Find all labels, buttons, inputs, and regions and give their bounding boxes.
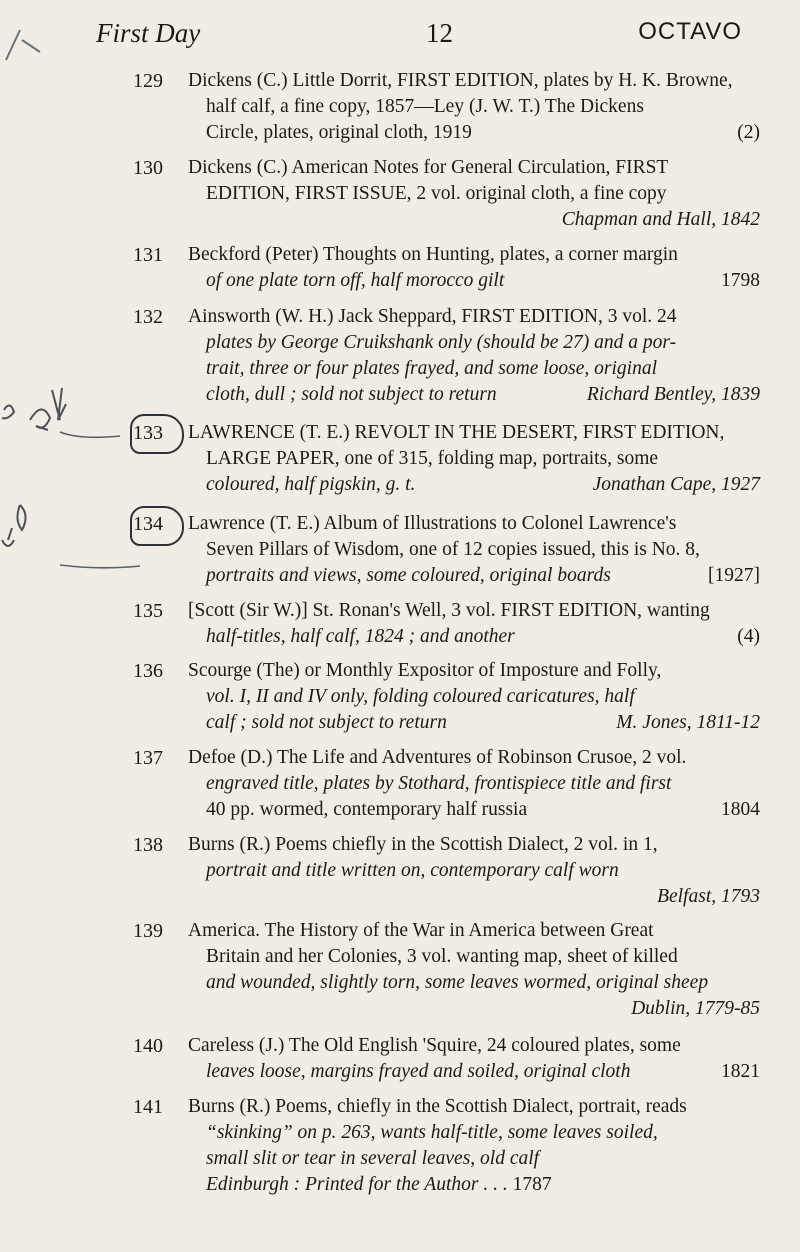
lot-line: plates by George Cruikshank only (should be 27) and a por- [206,332,677,353]
lot-number: 129 [133,70,163,92]
lot-line: Dickens (C.) American Notes for General Circulation, FIRST [188,157,669,178]
lot-number: 140 [133,1035,163,1057]
lot-line: cloth, dull ; sold not subject to return Richard Bentley, 1839 [188,382,760,408]
lot-line: [Scott (Sir W.)] St. Ronan's Well, 3 vol. FIRST EDITION, wanting [188,600,710,621]
lot-line: Chapman and Hall, 1842 [561,209,760,230]
lot-line: Burns (R.) Poems chiefly in the Scottish Dialect, 2 vol. in 1, [188,834,658,855]
lot-date: Dublin, 1779-85 [631,998,760,1019]
lot-line: “skinking” on p. 263, wants half-title, some leaves soiled, [206,1122,658,1143]
lot-line: Ainsworth (W. H.) Jack Sheppard, FIRST EDITION, 3 vol. 24 [188,306,677,327]
lot-number: 131 [133,244,163,266]
lot-date: (4) [737,626,760,647]
lot-line: EDITION, FIRST ISSUE, 2 vol. original cloth, a fine copy [206,183,667,204]
lot-line: Beckford (Peter) Thoughts on Hunting, plates, a corner margin [188,244,678,265]
lot-number: 138 [133,834,163,856]
lot-line: Defoe (D.) The Life and Adventures of Robinson Crusoe, 2 vol. [188,747,687,768]
lot-number: 134 [133,513,163,535]
lot-line: portrait and title written on, contemporary calf worn [206,860,619,881]
lot-line: Circle, plates, original cloth, 1919 (2) [188,120,760,146]
lot-description [188,511,760,589]
lot-description [188,155,760,233]
lot-line: coloured, half pigskin, g. t. Jonathan Cape, 1927 [188,472,760,498]
lot-number: 130 [133,157,163,179]
lot-description [188,242,760,294]
lot-description [188,832,760,910]
lot-date: 1821 [721,1061,760,1082]
lot-line: engraved title, plates by Stothard, frontispiece title and first [206,773,672,794]
lot-line: Scourge (The) or Monthly Expositor of Imposture and Folly, [188,660,662,681]
lot-line: and wounded, slightly torn, some leaves wormed, original sheep [206,972,709,993]
lot-line: LAWRENCE (T. E.) REVOLT IN THE DESERT, FIRST EDITION, [188,422,725,443]
lot-date: 1787 [512,1174,552,1195]
lot-description [188,745,760,823]
lot-line: half-titles, half calf, 1824 ; and another (4) [188,624,760,650]
lot-line: vol. I, II and IV only, folding coloured caricatures, half [206,686,635,707]
lot-date: 1798 [721,270,760,291]
lot-line: Edinburgh : Printed for the Author . . . 1787 [206,1174,552,1195]
lot-date: M. Jones, 1811-12 [616,712,760,733]
lot-number: 136 [133,660,163,682]
lot-line: trait, three or four plates frayed, and some loose, original [206,358,658,379]
lot-description [188,304,760,408]
lot-description [188,1094,760,1198]
lot-line: LARGE PAPER, one of 315, folding map, portraits, some [206,448,659,469]
lot-line: Burns (R.) Poems, chiefly in the Scottish Dialect, portrait, reads [188,1096,687,1117]
lot-line: half calf, a fine copy, 1857—Ley (J. W. T.) The Dickens [206,96,644,117]
lot-number: 133 [133,422,163,444]
lot-description [188,598,760,650]
lot-line [188,996,760,1022]
lot-line: of one plate torn off, half morocco gilt 1798 [188,268,760,294]
lot-date: Belfast, 1793 [657,886,760,907]
lot-line: 40 pp. wormed, contemporary half russia 1804 [188,797,760,823]
lot-line: Careless (J.) The Old English 'Squire, 24 coloured plates, some [188,1035,681,1056]
lot-date: 1804 [721,799,760,820]
lot-date: Jonathan Cape, 1927 [592,474,760,495]
lot-number: 132 [133,306,163,328]
lot-description [188,68,760,146]
lot-line: calf ; sold not subject to return M. Jones, 1811-12 [188,710,760,736]
page-header [96,18,742,52]
lot-line: America. The History of the War in America between Great [188,920,654,941]
lot-line: small slit or tear in several leaves, old calf [206,1148,540,1169]
lot-number: 141 [133,1096,163,1118]
lot-line: Britain and her Colonies, 3 vol. wanting map, sheet of killed [206,946,678,967]
lot-description [188,1033,760,1085]
header-section: First Day [96,18,201,48]
lot-date: [1927] [708,565,760,586]
lot-number: 135 [133,600,163,622]
lot-description [188,918,760,1022]
page-number: 12 [426,18,453,48]
lot-line: portraits and views, some coloured, original boards [1927] [188,563,760,589]
lot-date: (2) [737,122,760,143]
lot-line: Dickens (C.) Little Dorrit, FIRST EDITION, plates by H. K. Browne, [188,70,733,91]
lot-description [188,420,760,498]
lot-line: Seven Pillars of Wisdom, one of 12 copies issued, this is No. 8, [206,539,700,560]
lot-date: Richard Bentley, 1839 [586,384,760,405]
lot-line [188,884,760,910]
lot-line: Lawrence (T. E.) Album of Illustrations to Colonel Lawrence's [188,513,677,534]
lot-number: 137 [133,747,163,769]
lot-description [188,658,760,736]
header-format: OCTAVO [638,18,742,45]
lot-line: leaves loose, margins frayed and soiled, original cloth 1821 [188,1059,760,1085]
lot-number: 139 [133,920,163,942]
